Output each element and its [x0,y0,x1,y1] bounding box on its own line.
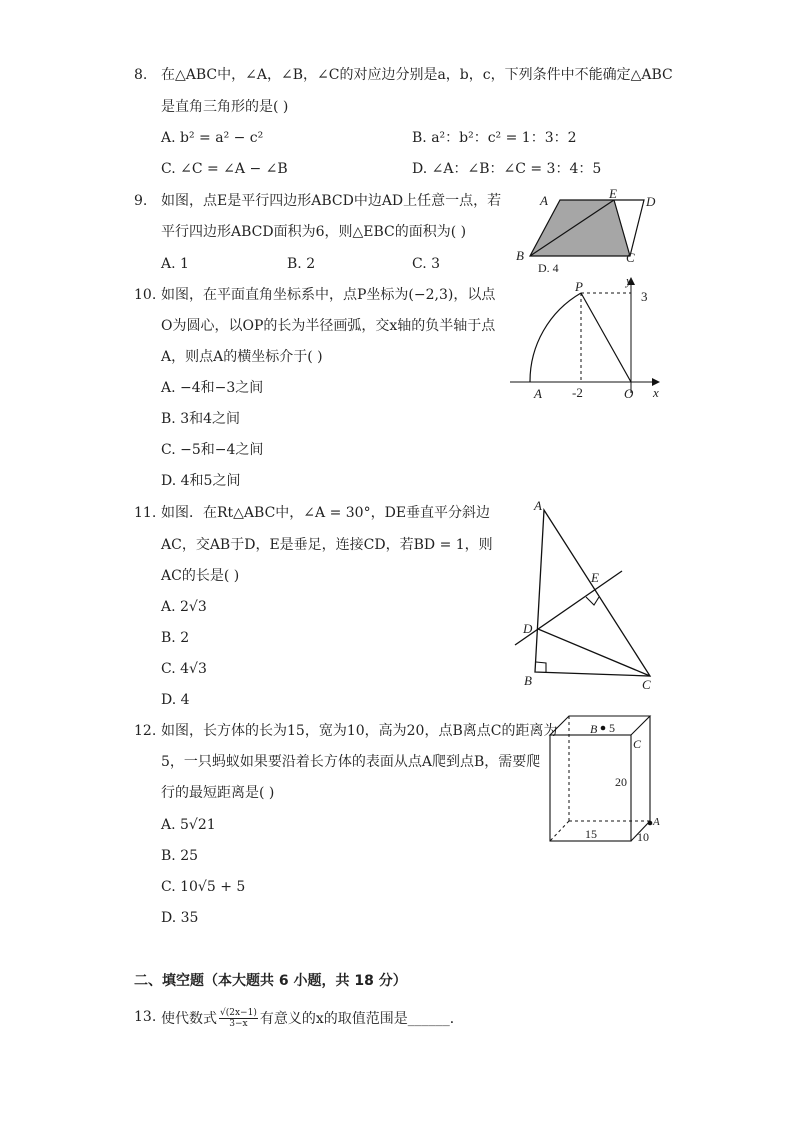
q12-stem-line3: 行的最短距离是( ) [161,785,275,801]
q10-number: 10. [134,287,157,303]
q12-label-10: 10 [637,830,649,844]
q8-number: 8. [134,67,148,83]
q9-label-b: B [516,248,524,263]
q8-option-b: B. a²：b²：c² = 1：3：2 [412,130,577,146]
q12-label-b: B [590,722,598,736]
q11-number: 11. [134,505,157,521]
q10-label-3: 3 [641,289,648,304]
q10-option-a: A. −4和−3之间 [161,380,264,396]
q9-option-c: C. 3 [412,256,441,272]
q13-stem-pre: 使代数式 [161,1010,217,1027]
q11-label-d: D [523,621,533,636]
q10-label-o: O [624,386,634,401]
q10-option-b: B. 3和4之间 [161,411,241,427]
q11-stem-line2: AC，交AB于D，E是垂足，连接CD，若BD = 1，则 [161,537,493,553]
section-2-heading: 二、填空题（本大题共 6 小题，共 18 分） [134,973,407,989]
q10-stem-line3: A，则点A的横坐标介于( ) [161,349,323,365]
q13-stem-post: 有意义的x的取值范围是______． [259,1010,464,1027]
q12-label-20: 20 [615,775,627,789]
q12-option-a: A. 5√21 [161,817,216,833]
q13-fraction-denominator: 3−x [229,1019,248,1029]
q10-label-x: x [653,385,659,400]
q13-fraction-numerator: √(2x−1) [220,1008,257,1018]
q11-label-c: C [642,677,651,692]
q9-stem-line2: 平行四边形ABCD面积为6，则△EBC的面积为( ) [161,224,467,240]
q12-label-c: C [633,737,642,751]
q9-label-a: A [540,193,548,208]
q10-option-c: C. −5和−4之间 [161,442,264,458]
q13-stem [161,1008,464,1029]
q8-stem-line2: 是直角三角形的是( ) [161,99,289,115]
q11-label-a: A [534,498,542,513]
q11-option-c: C. 4√3 [161,661,207,677]
q11-option-a: A. 2√3 [161,599,207,615]
q12-label-a: A [653,816,660,828]
q10-label-a: A [534,386,542,401]
q11-label-e: E [591,570,599,585]
q10-stem-line1: 如图，在平面直角坐标系中，点P坐标为(−2,3)，以点 [161,287,496,303]
q11-label-b: B [524,673,532,688]
q10-option-d: D. 4和5之间 [161,473,241,489]
q12-option-b: B. 25 [161,848,199,864]
q11-stem-line1: 如图．在Rt△ABC中，∠A = 30°，DE垂直平分斜边 [161,505,491,521]
q9-option-b: B. 2 [287,256,316,272]
q8-option-a: A. b² = a² − c² [161,130,264,146]
q11-option-b: B. 2 [161,630,190,646]
q9-parallelogram-figure [510,186,660,275]
q13-fraction [219,1008,258,1029]
q9-number: 9. [134,193,148,209]
q11-triangle-figure [505,495,665,695]
q12-label-15: 15 [585,827,597,841]
q12-cuboid-figure [545,710,675,852]
q13-number: 13. [134,1009,157,1025]
q8-option-c: C. ∠C = ∠A − ∠B [161,161,288,177]
q11-stem-line3: AC的长是( ) [161,568,240,584]
q11-option-d: D. 4 [161,692,190,708]
q12-option-d: D. 35 [161,910,199,926]
q8-option-d: D. ∠A：∠B：∠C = 3：4：5 [412,161,602,177]
q12-option-c: C. 10√5 + 5 [161,879,246,895]
q12-stem-line2: 5，一只蚂蚁如果要沿着长方体的表面从点A爬到点B，需要爬 [161,754,541,770]
q8-stem-line1: 在△ABC中，∠A，∠B，∠C的对应边分别是a，b，c，下列条件中不能确定△ABC [161,67,673,83]
q12-stem-line1: 如图，长方体的长为15，宽为10，高为20，点B离点C的距离为 [161,723,558,739]
q9-label-d: D [646,194,656,209]
q10-label-neg2: -2 [572,385,583,400]
q9-label-e: E [609,186,617,201]
q9-stem-line1: 如图，点E是平行四边形ABCD中边AD上任意一点，若 [161,193,502,209]
q12-label-5: 5 [609,721,615,735]
q10-label-y: y [626,273,632,288]
q12-number: 12. [134,723,157,739]
q9-option-a: A. 1 [161,256,189,272]
q9-option-d-cut: D. 4 [538,261,559,275]
q10-coordinate-figure [505,275,665,405]
q10-label-p: P [575,279,583,294]
q10-stem-line2: O为圆心，以OP的长为半径画弧，交x轴的负半轴于点 [161,318,496,334]
q9-label-c: C [626,250,635,265]
